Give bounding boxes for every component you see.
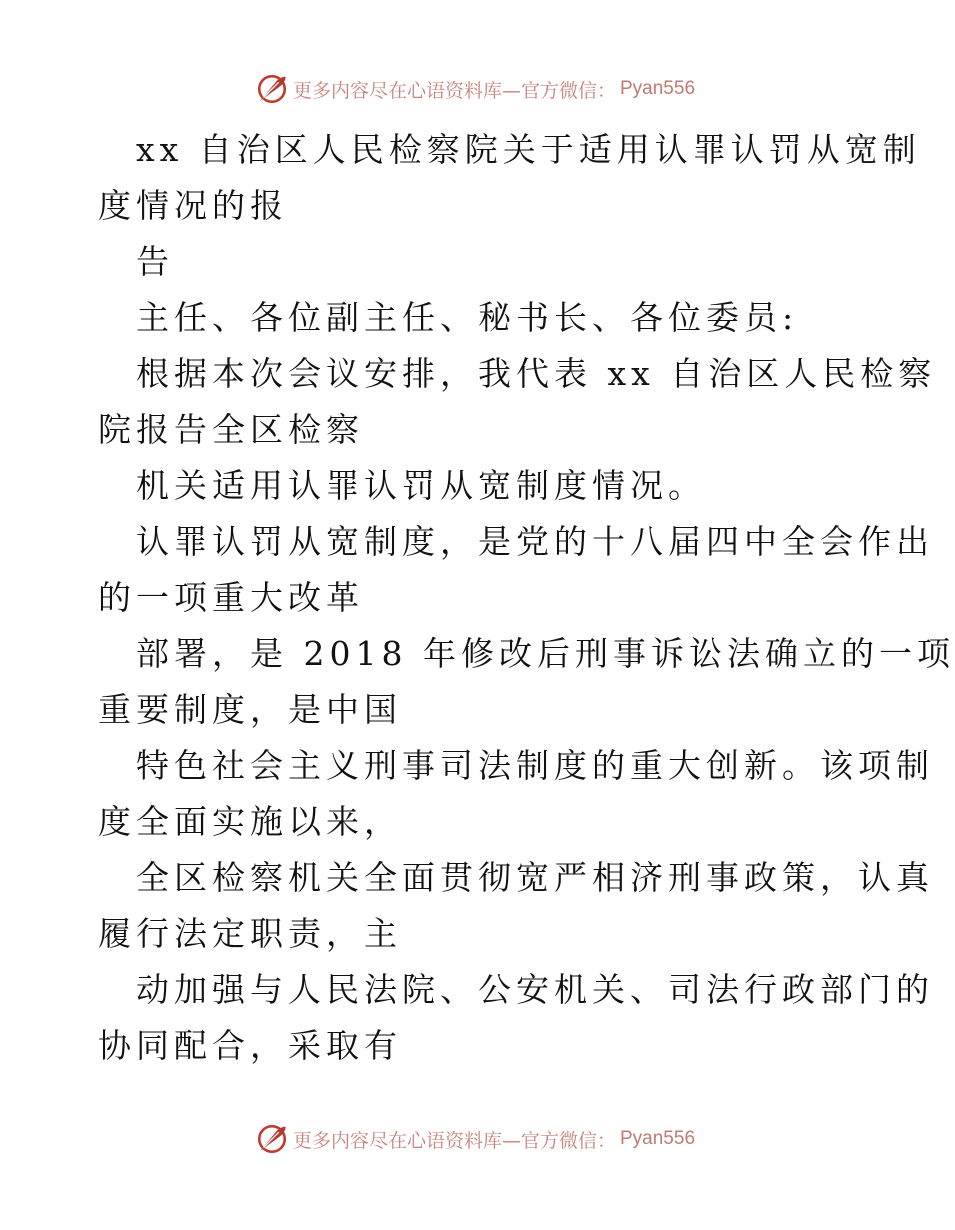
paragraph-line: 动加强与人民法院、公安机关、司法行政部门的 bbox=[136, 970, 934, 1009]
paragraph-line: 根据本次会议安排，我代表 xx 自治区人民检察 bbox=[136, 354, 937, 393]
watermark-text: 更多内容尽在心语资料库—官方微信： bbox=[292, 1129, 616, 1152]
document-body bbox=[98, 122, 955, 1074]
feather-pen-icon bbox=[255, 72, 289, 106]
watermark-account: Pyan556 bbox=[620, 78, 696, 99]
feather-pen-icon bbox=[255, 1122, 289, 1156]
paragraph-line: 全区检察机关全面贯彻宽严相济刑事政策，认真 bbox=[136, 858, 934, 897]
paragraph-line: 度全面实施以来， bbox=[98, 802, 402, 841]
watermark-account: Pyan556 bbox=[620, 1128, 696, 1149]
paragraph-line: 部署，是 2018 年修改后刑事诉讼法确立的一项 bbox=[136, 634, 955, 673]
watermark-header bbox=[0, 72, 950, 106]
salutation-line: 主任、各位副主任、秘书长、各位委员: bbox=[136, 298, 799, 337]
paragraph-line: 院报告全区检察 bbox=[98, 410, 364, 449]
watermark-text: 更多内容尽在心语资料库—官方微信： bbox=[292, 79, 616, 102]
paragraph-line: 履行法定职责，主 bbox=[98, 914, 402, 953]
watermark-footer bbox=[0, 1122, 950, 1156]
paragraph-line: 特色社会主义刑事司法制度的重大创新。该项制 bbox=[136, 746, 934, 785]
paragraph-line: 机关适用认罪认罚从宽制度情况。 bbox=[136, 466, 706, 505]
document-title-line-2: 度情况的报 bbox=[98, 186, 288, 225]
paragraph-line: 重要制度，是中国 bbox=[98, 690, 402, 729]
paragraph-line: 协同配合，采取有 bbox=[98, 1026, 402, 1065]
paragraph-line: 的一项重大改革 bbox=[98, 578, 364, 617]
document-title-line-3: 告 bbox=[136, 242, 174, 281]
paragraph-line: 认罪认罚从宽制度，是党的十八届四中全会作出 bbox=[136, 522, 934, 561]
document-title-line-1: xx 自治区人民检察院关于适用认罪认罚从宽制 bbox=[136, 130, 921, 169]
